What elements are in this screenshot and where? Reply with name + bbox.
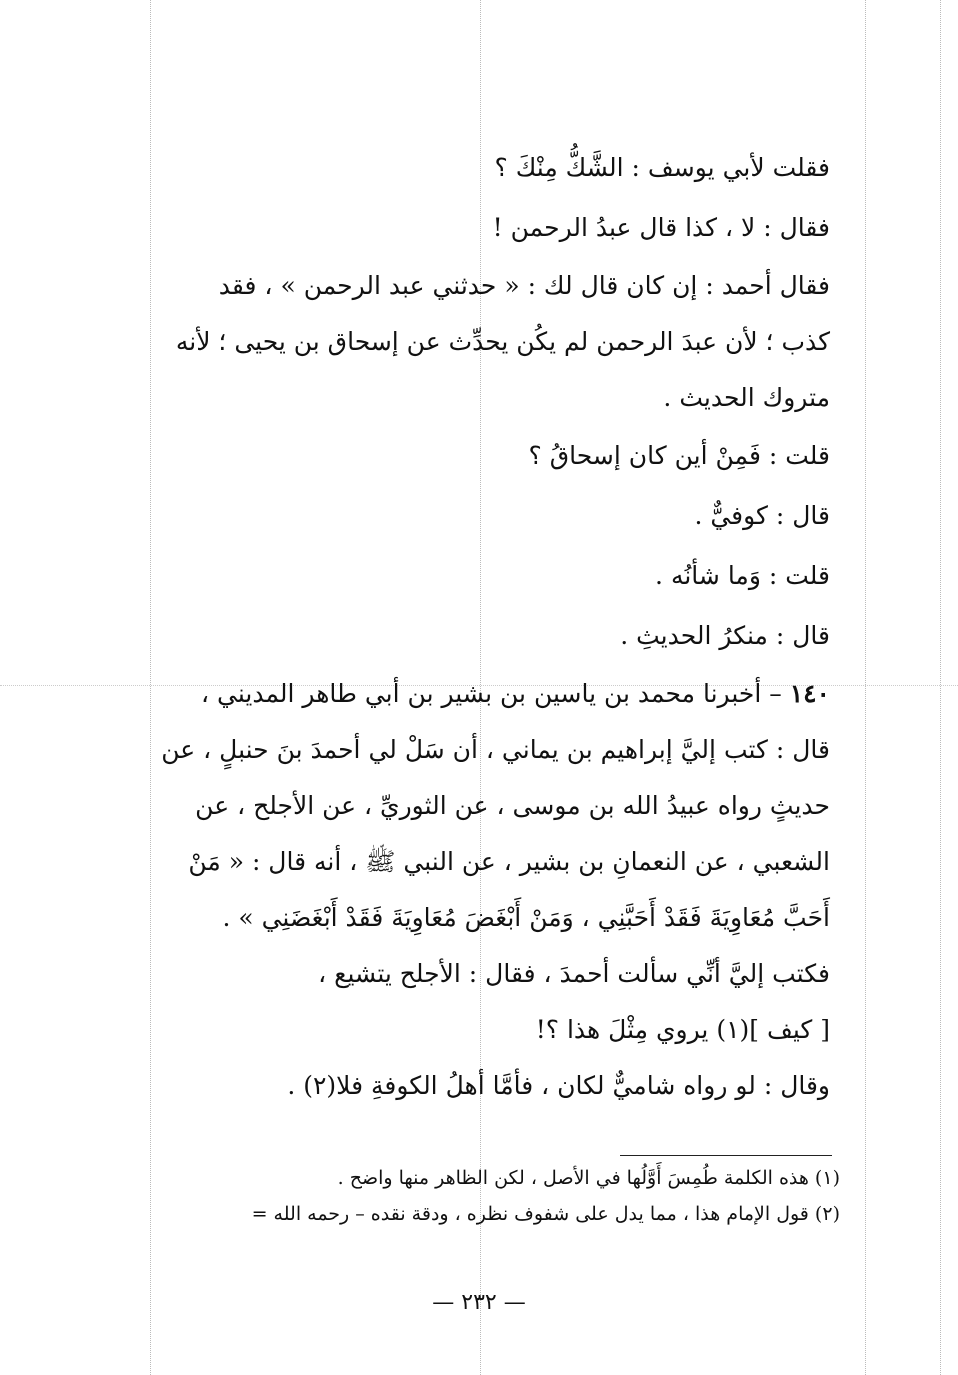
answer-line: [ كيف ](١) يروي مِثْلَ هذا ؟!: [535, 1015, 830, 1044]
footnote-separator: [620, 1155, 832, 1156]
hadith-line: الشعبي ، عن النعمانِ بن بشير ، عن النبي ﷺ ، أنه قال : « مَنْ: [188, 847, 830, 876]
page-number: — ٢٣٢ —: [432, 1290, 526, 1315]
body-line: قلت : فَمِنْ أين كان إسحاقُ ؟: [528, 441, 830, 470]
answer-line: فكتب إليَّ أنِّي سألت أحمدَ ، فقال : الأجلح يتشيع ،: [318, 959, 830, 988]
body-line: فقال : لا ، كذا قال عبدُ الرحمن !: [492, 213, 830, 242]
scan-guide-line: [940, 0, 941, 1375]
body-line: فقلت لأبي يوسف : الشَّكُّ مِنْكَ ؟: [494, 153, 830, 182]
body-line: متروك الحديث .: [663, 383, 830, 412]
footnote: (٢) قول الإمام هذا ، مما يدل على شفوف نظره ، ودقة نقده – رحمه الله =: [251, 1203, 840, 1225]
hadith-number: ١٤٠: [789, 679, 830, 708]
main-text: [100, 138, 830, 1114]
body-line: قال : منكرُ الحديثِ .: [620, 621, 830, 650]
hadith-line: أَحَبَّ مُعَاوِيَةَ فَقَدْ أَحَبَّنِي ، وَمَنْ أَبْغَضَ مُعَاوِيَةَ فَقَدْ أَبْغَضَنِي » .: [222, 903, 830, 932]
footnotes: [100, 1160, 840, 1232]
footnote: (١) هذه الكلمة طُمِسَ أَوَّلُها في الأصل ، لكن الظاهر منها واضح .: [337, 1167, 840, 1189]
hadith-line: حديثٍ رواه عبيدُ الله بن موسى ، عن الثوريِّ ، عن الأجلح ، عن: [195, 791, 830, 820]
answer-line: وقال : لو رواه شاميٌّ لكان ، فأمَّا أهلُ الكوفةِ فلا(٢) .: [287, 1071, 830, 1100]
hadith-first-line: [100, 666, 830, 722]
scan-guide-line: [865, 0, 866, 1375]
hadith-line: – أخبرنا محمد بن ياسين بن بشير بن أبي طاهر المديني ،: [200, 679, 782, 708]
body-line: فقال أحمد : إن كان قال لك : « حدثني عبد الرحمن » ، فقد: [218, 271, 830, 300]
body-line: قلت : وَما شأنُه .: [655, 561, 830, 590]
body-line: كذب ؛ لأن عبدَ الرحمن لم يكُن يحدِّث عن إسحاق بن يحيى ؛ لأنه: [175, 327, 830, 356]
body-line: قال : كوفيٌّ .: [694, 501, 830, 530]
hadith-line: قال : كتب إليَّ إبراهيم بن يماني ، أن سَلْ لي أحمدَ بنَ حنبلٍ ، عن: [161, 735, 830, 764]
